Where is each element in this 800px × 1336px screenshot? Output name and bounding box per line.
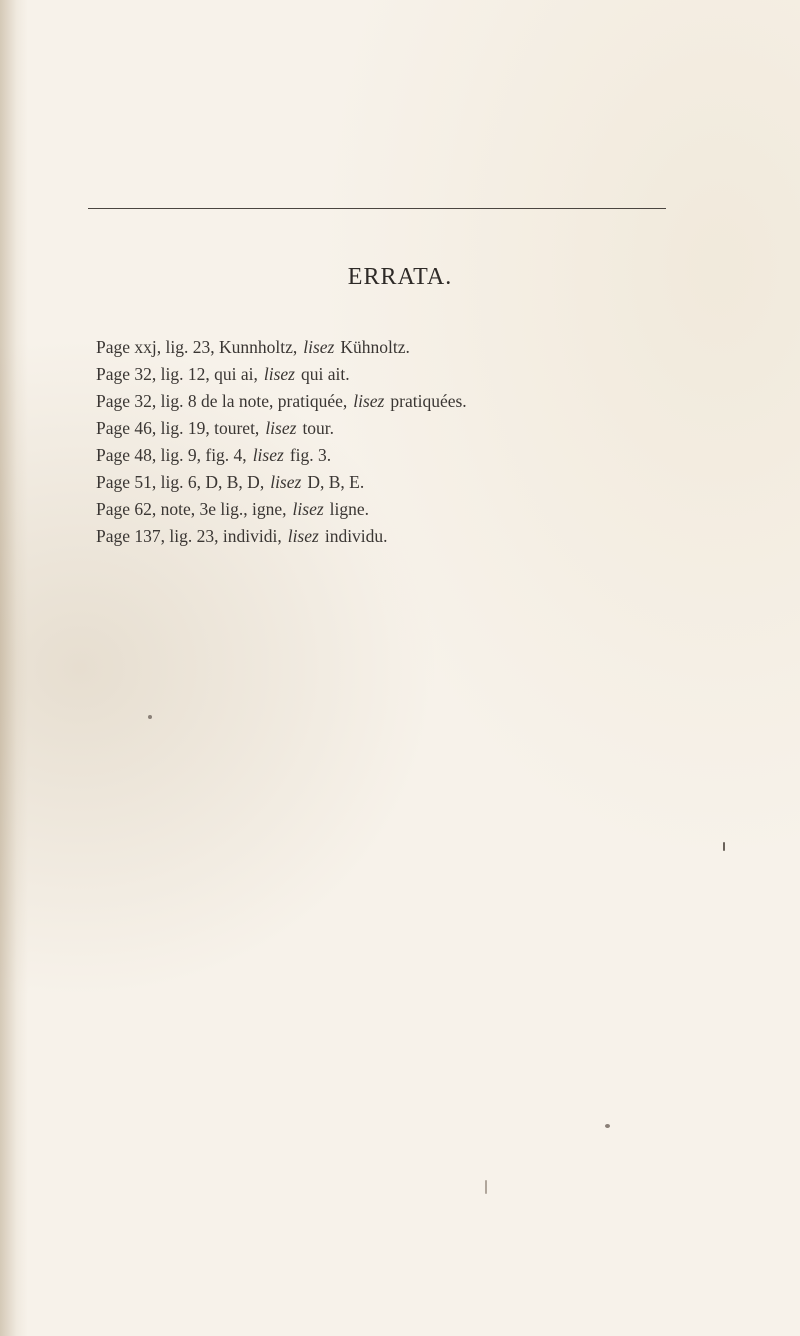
errata-reference: Page 46, lig. 19, touret, (96, 418, 260, 438)
errata-item (96, 361, 786, 388)
errata-correction: tour. (302, 418, 335, 438)
errata-item (96, 442, 786, 469)
lisez-label: lisez (252, 445, 284, 465)
errata-correction: D, B, E. (307, 472, 365, 492)
errata-reference: Page 62, note, 3e lig., igne, (96, 499, 287, 519)
errata-correction: fig. 3. (289, 445, 332, 465)
errata-list (96, 334, 786, 550)
errata-item (96, 469, 786, 496)
errata-correction: qui ait. (300, 364, 350, 384)
errata-reference: Page xxj, lig. 23, Kunnholtz, (96, 337, 298, 357)
page-title: ERRATA. (347, 264, 453, 290)
lisez-label: lisez (263, 364, 295, 384)
paper-speck (148, 715, 152, 719)
errata-item (96, 523, 786, 550)
errata-reference: Page 32, lig. 8 de la note, pratiquée, (96, 391, 348, 411)
errata-reference: Page 32, lig. 12, qui ai, (96, 364, 258, 384)
lisez-label: lisez (265, 418, 297, 438)
errata-correction: Kühnoltz. (340, 337, 410, 357)
lisez-label: lisez (287, 526, 319, 546)
paper-speck (485, 1180, 487, 1194)
errata-reference: Page 48, lig. 9, fig. 4, (96, 445, 247, 465)
lisez-label: lisez (353, 391, 385, 411)
page-edge-shadow (0, 0, 28, 1336)
errata-item (96, 496, 786, 523)
header-rule (88, 208, 666, 209)
paper-speck (723, 842, 725, 851)
errata-item (96, 334, 786, 361)
errata-correction: ligne. (329, 499, 370, 519)
errata-item (96, 388, 786, 415)
errata-correction: pratiquées. (390, 391, 467, 411)
paper-speck (605, 1124, 610, 1128)
errata-correction: individu. (324, 526, 388, 546)
lisez-label: lisez (303, 337, 335, 357)
lisez-label: lisez (270, 472, 302, 492)
errata-reference: Page 137, lig. 23, individi, (96, 526, 282, 546)
errata-item (96, 415, 786, 442)
lisez-label: lisez (292, 499, 324, 519)
errata-reference: Page 51, lig. 6, D, B, D, (96, 472, 265, 492)
